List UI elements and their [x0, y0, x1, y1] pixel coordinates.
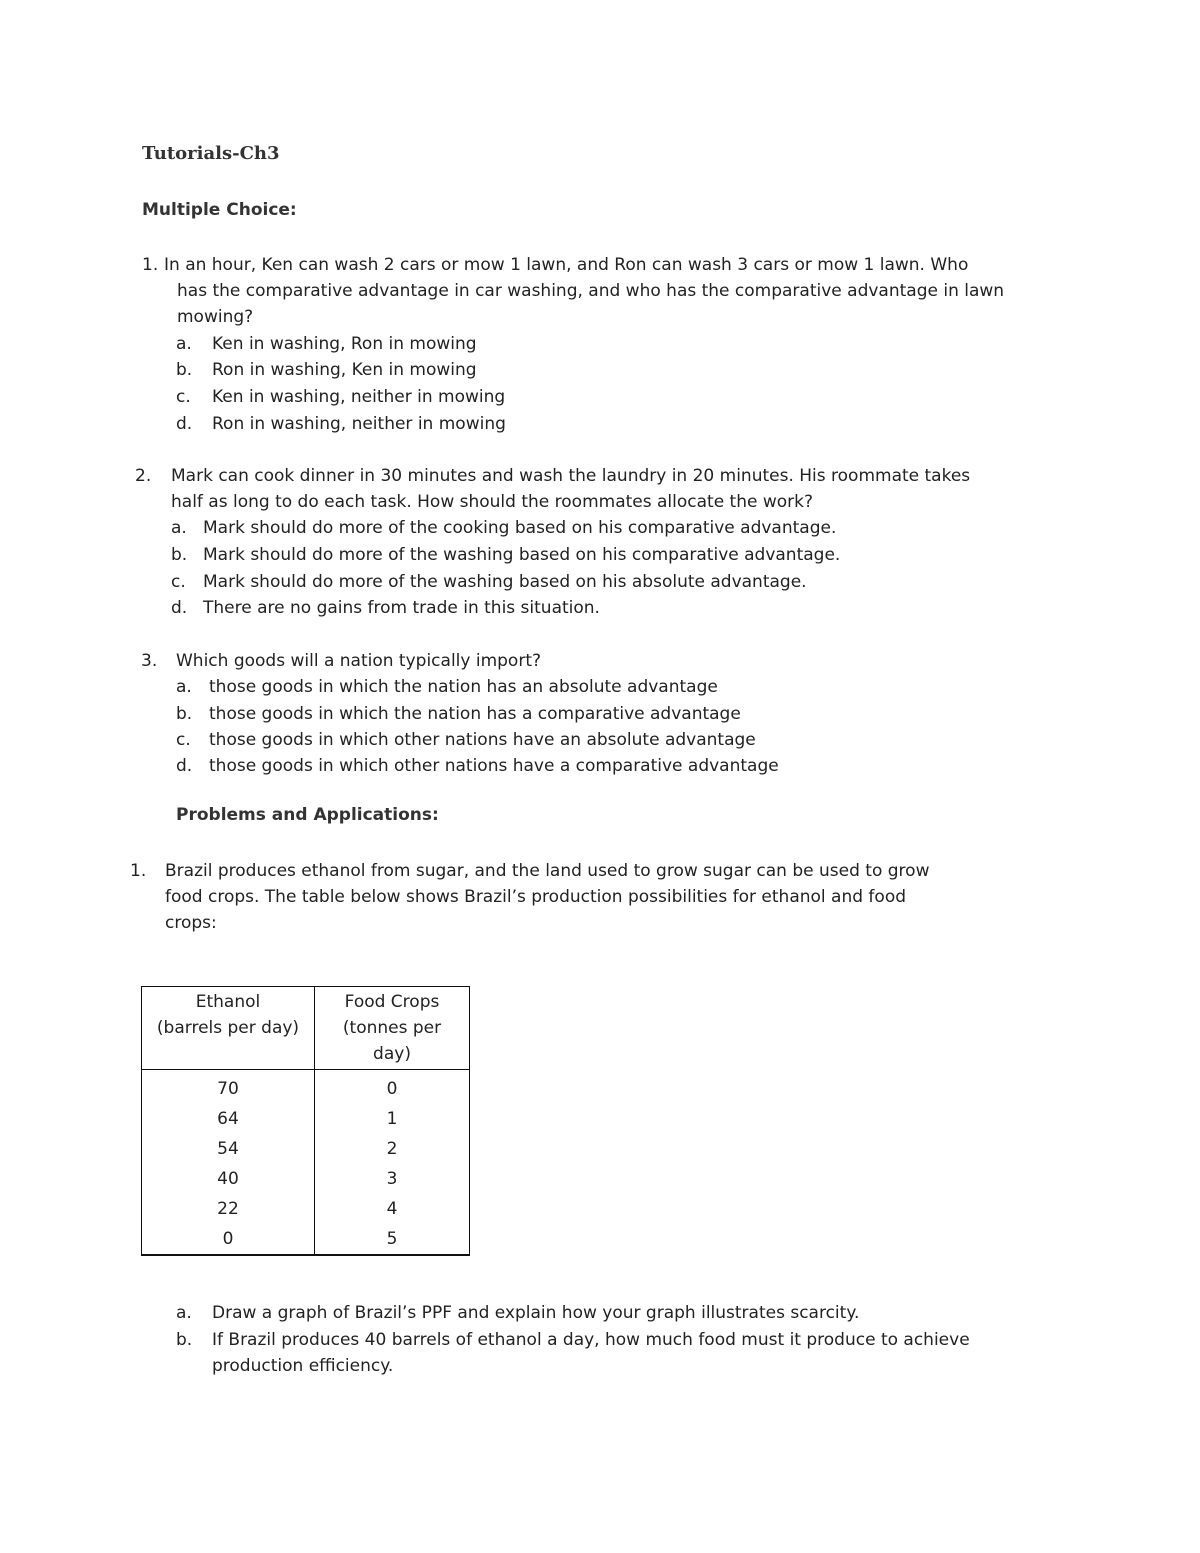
option-letter: d.	[171, 598, 188, 618]
question-text-line: has the comparative advantage in car washing, and who has the comparative advantage in lawn	[177, 281, 1005, 301]
ethanol-cell: 40	[142, 1164, 315, 1194]
question-text-line: In an hour, Ken can wash 2 cars or mow 1 lawn, and Ron can wash 3 cars or mow 1 lawn. Who	[164, 255, 969, 275]
food-cell: 4	[315, 1194, 470, 1224]
question-text-line: mowing?	[177, 307, 254, 327]
ethanol-cell: 0	[142, 1224, 315, 1255]
option-text: Mark should do more of the cooking based on his comparative advantage.	[203, 518, 837, 538]
option-letter: b.	[176, 704, 193, 724]
food-cell: 1	[315, 1104, 470, 1134]
table-row	[142, 1134, 470, 1164]
food-cell: 2	[315, 1134, 470, 1164]
option-text: Mark should do more of the washing based on his absolute advantage.	[203, 572, 807, 592]
table-row	[142, 1194, 470, 1224]
question-text-line: Which goods will a nation typically import?	[176, 651, 542, 671]
question-number: 3.	[141, 651, 158, 671]
mc-question-2	[135, 463, 1075, 517]
header-line: (tonnes per	[342, 1018, 442, 1038]
table-row	[142, 1104, 470, 1134]
mc-question-1	[142, 252, 1082, 332]
table-header-row	[142, 987, 470, 1070]
option-text: Ron in washing, neither in mowing	[212, 414, 506, 434]
option-text: Ron in washing, Ken in mowing	[212, 360, 477, 380]
question-number: 1.	[130, 861, 147, 881]
page-title: Tutorials-Ch3	[142, 143, 280, 164]
subquestion-text: If Brazil produces 40 barrels of ethanol a day, how much food must it produce to achieve	[212, 1330, 970, 1350]
option-letter: a.	[176, 334, 192, 354]
option-letter: c.	[176, 730, 191, 750]
question-text-line: Brazil produces ethanol from sugar, and the land used to grow sugar can be used to grow	[165, 861, 930, 881]
option-letter: d.	[176, 414, 193, 434]
ethanol-column-header	[142, 987, 315, 1070]
option-text: There are no gains from trade in this situation.	[203, 598, 600, 618]
option-letter: c.	[171, 572, 186, 592]
ethanol-cell: 22	[142, 1194, 315, 1224]
header-line: Ethanol	[195, 992, 261, 1012]
food-cell: 3	[315, 1164, 470, 1194]
option-text: Mark should do more of the washing based on his comparative advantage.	[203, 545, 841, 565]
table-row	[142, 1164, 470, 1194]
option-letter: c.	[176, 387, 191, 407]
ethanol-cell: 70	[142, 1070, 315, 1105]
option-letter: a.	[176, 1303, 192, 1323]
ethanol-cell: 54	[142, 1134, 315, 1164]
table-row	[142, 1070, 470, 1105]
option-text: those goods in which the nation has a comparative advantage	[209, 704, 741, 724]
header-line: (barrels per day)	[156, 1018, 300, 1038]
option-text: those goods in which other nations have a comparative advantage	[209, 756, 779, 776]
subquestion-text: production efficiency.	[212, 1356, 394, 1376]
option-letter: a.	[176, 677, 192, 697]
mc-heading: Multiple Choice:	[142, 200, 297, 220]
table-row	[142, 1224, 470, 1255]
question-number: 2.	[135, 466, 152, 486]
pa-question-1	[130, 858, 1030, 938]
question-text-line: crops:	[165, 913, 217, 933]
option-text: Ken in washing, Ron in mowing	[212, 334, 477, 354]
header-line: Food Crops	[344, 992, 440, 1012]
option-text: Ken in washing, neither in mowing	[212, 387, 506, 407]
ethanol-cell: 64	[142, 1104, 315, 1134]
ppf-table	[141, 986, 470, 1256]
question-text-line: half as long to do each task. How should the roommates allocate the work?	[171, 492, 814, 512]
option-text: those goods in which the nation has an absolute advantage	[209, 677, 718, 697]
option-letter: b.	[176, 1330, 193, 1350]
question-text-line: food crops. The table below shows Brazil’s production possibilities for ethanol and food	[165, 887, 907, 907]
question-number: 1.	[142, 255, 159, 275]
food-cell: 0	[315, 1070, 470, 1105]
question-text-line: Mark can cook dinner in 30 minutes and wash the laundry in 20 minutes. His roommate takes	[171, 466, 971, 486]
option-letter: b.	[171, 545, 188, 565]
subquestion-text: Draw a graph of Brazil’s PPF and explain how your graph illustrates scarcity.	[212, 1303, 860, 1323]
pa-heading: Problems and Applications:	[176, 805, 439, 825]
option-letter: d.	[176, 756, 193, 776]
option-letter: a.	[171, 518, 187, 538]
option-letter: b.	[176, 360, 193, 380]
food-cell: 5	[315, 1224, 470, 1255]
header-line: day)	[373, 1044, 411, 1064]
mc-question-3	[141, 648, 841, 676]
food-crops-column-header	[315, 987, 470, 1070]
option-text: those goods in which other nations have an absolute advantage	[209, 730, 756, 750]
